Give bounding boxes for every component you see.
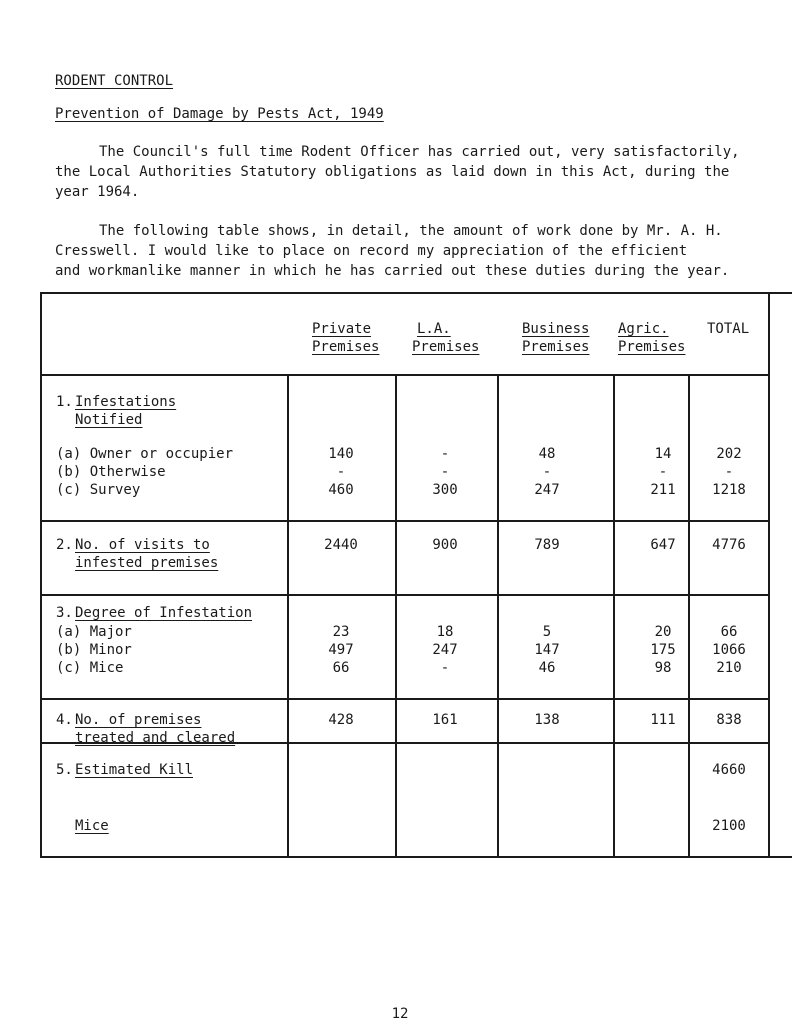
para1-line: The Council's full time Rodent Officer has carried out, very satisfactorily, (99, 144, 740, 160)
page-title: RODENT CONTROL (55, 73, 174, 89)
cell: 1066 (712, 642, 746, 658)
section-title: Infestations (75, 394, 177, 410)
cell: 900 (432, 537, 458, 553)
para1-line: year 1964. (55, 184, 140, 200)
cell: 111 (650, 712, 676, 728)
section-title: treated and cleared (75, 730, 236, 746)
cell: 647 (650, 537, 676, 553)
row-divider (40, 520, 770, 522)
cell: - (724, 464, 734, 480)
cell: 5 (542, 624, 552, 640)
section-number: 2. (56, 537, 73, 553)
header-business-sub: Premises (522, 339, 590, 355)
cell: 175 (650, 642, 676, 658)
header-total: TOTAL (707, 321, 750, 337)
cell: 202 (716, 446, 742, 462)
cell: 147 (534, 642, 560, 658)
cell: 66 (332, 660, 350, 676)
cell: 14 (654, 446, 672, 462)
cell: 300 (432, 482, 458, 498)
table-border-top (40, 292, 792, 294)
cell: 497 (328, 642, 354, 658)
header-agric: Agric. (618, 321, 669, 337)
section-title: infested premises (75, 555, 219, 571)
section-number: 1. (56, 394, 73, 410)
column-divider (497, 374, 499, 858)
table-border-left (40, 292, 42, 858)
cell: 23 (332, 624, 350, 640)
header-private-sub: Premises (312, 339, 380, 355)
cell: 4660 (712, 762, 746, 778)
cell: - (542, 464, 552, 480)
section-title: Estimated Kill (75, 762, 194, 778)
header-la-sub: Premises (412, 339, 480, 355)
section-title: Degree of Infestation (75, 605, 253, 621)
row-label: (b) Minor (56, 642, 132, 658)
cell: - (440, 446, 450, 462)
cell: - (336, 464, 346, 480)
cell: 48 (538, 446, 556, 462)
cell: 98 (654, 660, 672, 676)
cell: - (658, 464, 668, 480)
header-agric-sub: Premises (618, 339, 686, 355)
row-divider (40, 374, 770, 376)
page-number: 12 (391, 1006, 409, 1022)
cell: 66 (720, 624, 738, 640)
header-business: Business (522, 321, 590, 337)
cell: 460 (328, 482, 354, 498)
cell: 428 (328, 712, 354, 728)
cell: 211 (650, 482, 676, 498)
cell: 140 (328, 446, 354, 462)
cell: 2100 (712, 818, 746, 834)
row-divider (40, 698, 770, 700)
row-label: (c) Survey (56, 482, 141, 498)
cell: 46 (538, 660, 556, 676)
header-private: Private (312, 321, 372, 337)
cell: 138 (534, 712, 560, 728)
row-divider (40, 594, 770, 596)
cell: - (440, 464, 450, 480)
section-number: 3. (56, 605, 73, 621)
cell: 838 (716, 712, 742, 728)
para2-line: and workmanlike manner in which he has carried out these duties during the year. (55, 263, 730, 279)
cell: 4776 (712, 537, 746, 553)
para2-line: Cresswell. I would like to place on record my appreciation of the efficient (55, 243, 688, 259)
cell: 2440 (324, 537, 358, 553)
cell: 247 (432, 642, 458, 658)
section-number: 4. (56, 712, 73, 728)
cell: 1218 (712, 482, 746, 498)
cell: 20 (654, 624, 672, 640)
section-title: Notified (75, 412, 143, 428)
cell: 210 (716, 660, 742, 676)
section-title: No. of premises (75, 712, 202, 728)
header-la: L.A. (417, 321, 451, 337)
cell: 247 (534, 482, 560, 498)
column-divider (395, 374, 397, 858)
row-label: Mice (75, 818, 109, 834)
cell: 789 (534, 537, 560, 553)
row-label: (b) Otherwise (56, 464, 166, 480)
row-label: (a) Major (56, 624, 132, 640)
cell: 18 (436, 624, 454, 640)
detail-paragraph (55, 221, 765, 281)
column-divider (287, 374, 289, 858)
row-label: (c) Mice (56, 660, 124, 676)
row-label: (a) Owner or occupier (56, 446, 234, 462)
section-subtitle: Prevention of Damage by Pests Act, 1949 (55, 106, 384, 122)
cell: - (440, 660, 450, 676)
intro-paragraph (55, 142, 765, 202)
para2-line: The following table shows, in detail, the amount of work done by Mr. A. H. (99, 223, 723, 239)
section-number: 5. (56, 762, 73, 778)
column-divider (613, 374, 615, 858)
para1-line: the Local Authorities Statutory obligations as laid down in this Act, during the (55, 164, 730, 180)
section-title: No. of visits to (75, 537, 210, 553)
table-border-bottom (40, 856, 792, 858)
cell: 161 (432, 712, 458, 728)
